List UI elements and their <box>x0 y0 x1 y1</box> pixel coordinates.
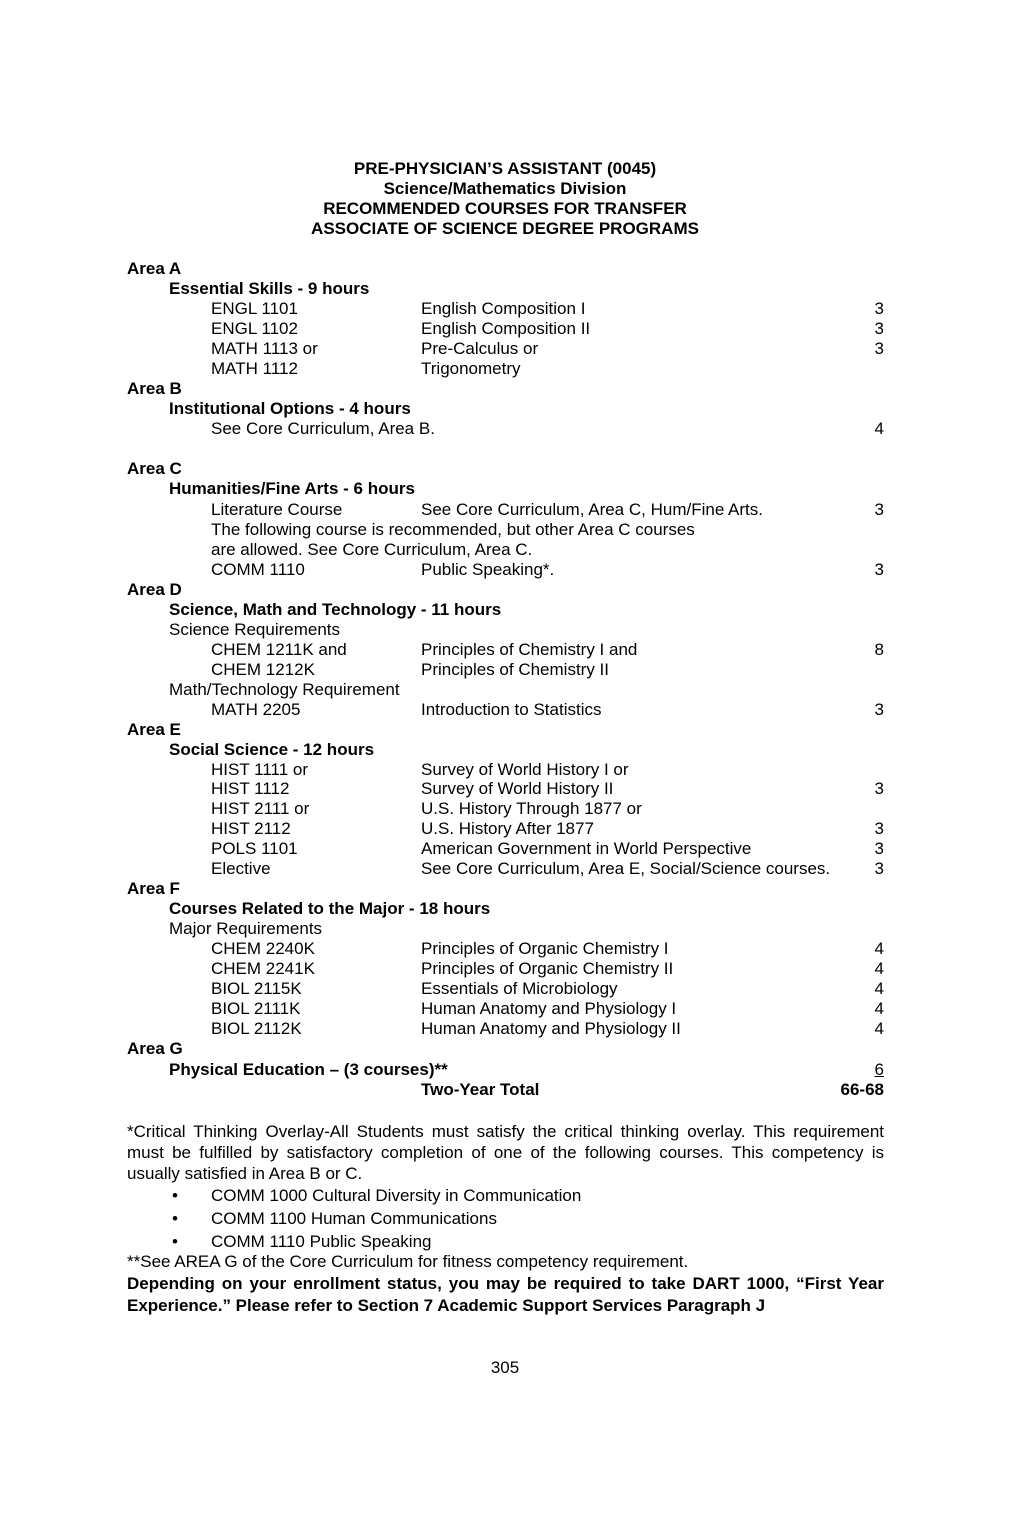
course-hours: 4 <box>874 959 884 978</box>
course-code: MATH 2205 <box>211 700 301 719</box>
area-e-heading <box>0 720 1010 740</box>
course-name: Principles of Organic Chemistry II <box>421 959 674 978</box>
course-name: Survey of World History I or <box>421 760 629 779</box>
course-code: HIST 2112 <box>211 819 291 838</box>
course-hours: 3 <box>874 500 884 519</box>
major-requirements-label: Major Requirements <box>169 919 323 938</box>
course-code: ENGL 1102 <box>211 319 298 338</box>
area-c-note <box>0 520 1010 540</box>
course-row <box>0 939 1010 959</box>
course-hours: 6 <box>874 1060 884 1079</box>
course-name: English Composition II <box>421 319 591 338</box>
course-name: Public Speaking*. <box>421 560 555 579</box>
course-row <box>0 319 1010 339</box>
bullet-item <box>0 1186 1010 1206</box>
course-code: HIST 2111 or <box>211 799 310 818</box>
course-row <box>0 299 1010 319</box>
course-row <box>0 779 1010 799</box>
course-hours: 3 <box>874 779 884 798</box>
area-c-heading <box>0 459 1010 479</box>
course-name: Principles of Chemistry I and <box>421 640 638 659</box>
bullet-text: COMM 1000 Cultural Diversity in Communication <box>211 1186 582 1205</box>
course-hours: 3 <box>874 339 884 358</box>
requirement-label <box>0 680 1010 700</box>
area-d-title: Area D <box>127 580 182 599</box>
course-name: Trigonometry <box>421 359 521 378</box>
area-e-title: Area E <box>127 720 181 739</box>
course-hours: 4 <box>874 1019 884 1038</box>
bullet-item <box>0 1232 1010 1252</box>
course-code: CHEM 1212K <box>211 660 315 679</box>
course-code: MATH 1113 or <box>211 339 318 358</box>
area-b-subheading <box>0 399 1010 419</box>
course-hours: 3 <box>874 819 884 838</box>
course-code: Elective <box>211 859 271 878</box>
course-name: See Core Curriculum, Area C, Hum/Fine Arts. <box>421 500 764 519</box>
area-b-subtitle: Institutional Options - 4 hours <box>169 399 411 418</box>
requirement-label <box>0 620 1010 640</box>
course-row <box>0 419 1010 439</box>
area-f-subheading <box>0 899 1010 919</box>
course-name: Essentials of Microbiology <box>421 979 618 998</box>
course-row <box>0 760 1010 780</box>
course-name: Principles of Organic Chemistry I <box>421 939 669 958</box>
course-name: U.S. History After 1877 <box>421 819 594 838</box>
course-hours: 8 <box>874 640 884 659</box>
bullet-item <box>0 1209 1010 1229</box>
total-row <box>0 1080 1010 1100</box>
area-d-subtitle: Science, Math and Technology - 11 hours <box>169 600 502 619</box>
course-row <box>0 839 1010 859</box>
course-row <box>0 500 1010 520</box>
course-row <box>0 859 1010 879</box>
course-row <box>0 1019 1010 1039</box>
area-b-note: See Core Curriculum, Area B. <box>211 419 435 438</box>
bullet-text: COMM 1110 Public Speaking <box>211 1232 432 1251</box>
area-g-footnote-text: **See AREA G of the Core Curriculum for fitness competency requirement. <box>127 1252 689 1271</box>
course-name: Survey of World History II <box>421 779 614 798</box>
course-hours: 4 <box>874 999 884 1018</box>
area-e-subheading <box>0 740 1010 760</box>
page-number: 305 <box>490 1358 520 1377</box>
course-row <box>0 339 1010 359</box>
area-f-title: Area F <box>127 879 180 898</box>
area-a-title: Area A <box>127 259 182 278</box>
course-code: HIST 1112 <box>211 779 290 798</box>
area-d-heading <box>0 580 1010 600</box>
area-e-subtitle: Social Science - 12 hours <box>169 740 375 759</box>
course-code: BIOL 2115K <box>211 979 302 998</box>
area-g-title: Area G <box>127 1039 183 1058</box>
critical-thinking-note: *Critical Thinking Overlay-All Students must satisfy the critical thinking overlay. This requirement must be fulfilled by satisfactory completion of one of the following courses. This competency is usually satisfied in Area B or C. <box>127 1122 884 1183</box>
course-row <box>0 660 1010 680</box>
dart-notice: Depending on your enrollment status, you may be required to take DART 1000, “First Year Experience.” Please refer to Section 7 Academic Support Services Paragraph J <box>127 1274 884 1315</box>
total-label: Two-Year Total <box>421 1080 540 1099</box>
course-code: MATH 1112 <box>211 359 298 378</box>
course-name: See Core Curriculum, Area E, Social/Science courses. <box>421 859 831 878</box>
course-name: Introduction to Statistics <box>421 700 602 719</box>
course-hours: 3 <box>874 319 884 338</box>
area-c-note-line1: The following course is recommended, but other Area C courses <box>211 520 695 539</box>
bullet-text: COMM 1100 Human Communications <box>211 1209 497 1228</box>
course-hours: 3 <box>874 859 884 878</box>
bullet-icon: • <box>172 1209 178 1228</box>
title-division: Science/Mathematics Division <box>383 179 627 198</box>
area-b-title: Area B <box>127 379 182 398</box>
area-f-subtitle: Courses Related to the Major - 18 hours <box>169 899 491 918</box>
area-c-note-line2: are allowed. See Core Curriculum, Area C. <box>211 540 533 559</box>
area-f-heading <box>0 879 1010 899</box>
course-row <box>0 819 1010 839</box>
area-c-title: Area C <box>127 459 182 478</box>
area-d-subheading <box>0 600 1010 620</box>
area-a-subheading <box>0 279 1010 299</box>
course-row <box>0 999 1010 1019</box>
course-name: U.S. History Through 1877 or <box>421 799 642 818</box>
bullet-icon: • <box>172 1232 178 1251</box>
course-code: HIST 1111 or <box>211 760 309 779</box>
course-name: Principles of Chemistry II <box>421 660 609 679</box>
course-row <box>0 979 1010 999</box>
course-hours: 4 <box>874 979 884 998</box>
course-name: English Composition I <box>421 299 586 318</box>
course-row <box>0 700 1010 720</box>
area-g-subtitle: Physical Education – (3 courses)** <box>169 1060 448 1079</box>
bullet-icon: • <box>172 1186 178 1205</box>
course-hours: 3 <box>874 299 884 318</box>
area-c-note <box>0 540 1010 560</box>
area-c-subtitle: Humanities/Fine Arts - 6 hours <box>169 479 415 498</box>
course-name: Pre-Calculus or <box>421 339 539 358</box>
course-code: BIOL 2112K <box>211 1019 302 1038</box>
area-g-footnote <box>0 1252 1010 1272</box>
title-recommended: RECOMMENDED COURSES FOR TRANSFER <box>323 199 687 218</box>
course-row <box>0 640 1010 660</box>
course-hours: 3 <box>874 839 884 858</box>
title-program: PRE-PHYSICIAN’S ASSISTANT (0045) <box>353 159 657 178</box>
course-name: American Government in World Perspective <box>421 839 752 858</box>
total-value: 66-68 <box>840 1080 884 1099</box>
area-c-subheading <box>0 479 1010 499</box>
course-hours: 3 <box>874 560 884 579</box>
area-a-heading <box>0 259 1010 279</box>
course-code: BIOL 2111K <box>211 999 301 1018</box>
course-code: CHEM 1211K and <box>211 640 347 659</box>
course-name: Human Anatomy and Physiology II <box>421 1019 681 1038</box>
course-row <box>0 359 1010 379</box>
course-hours: 4 <box>874 939 884 958</box>
course-row <box>0 959 1010 979</box>
course-code: ENGL 1101 <box>211 299 298 318</box>
course-code: COMM 1110 <box>211 560 305 579</box>
requirement-label <box>0 919 1010 939</box>
science-requirements-label: Science Requirements <box>169 620 341 639</box>
area-g-heading <box>0 1039 1010 1059</box>
course-hours: 4 <box>874 419 884 438</box>
course-hours: 3 <box>874 700 884 719</box>
course-code: Literature Course <box>211 500 343 519</box>
course-row <box>0 799 1010 819</box>
course-code: CHEM 2241K <box>211 959 315 978</box>
course-name: Human Anatomy and Physiology I <box>421 999 677 1018</box>
area-b-heading <box>0 379 1010 399</box>
course-row <box>0 560 1010 580</box>
area-a-subtitle: Essential Skills - 9 hours <box>169 279 370 298</box>
area-g-subheading <box>0 1060 1010 1080</box>
course-code: CHEM 2240K <box>211 939 315 958</box>
title-degree: ASSOCIATE OF SCIENCE DEGREE PROGRAMS <box>311 219 699 238</box>
math-requirement-label: Math/Technology Requirement <box>169 680 400 699</box>
course-code: POLS 1101 <box>211 839 298 858</box>
